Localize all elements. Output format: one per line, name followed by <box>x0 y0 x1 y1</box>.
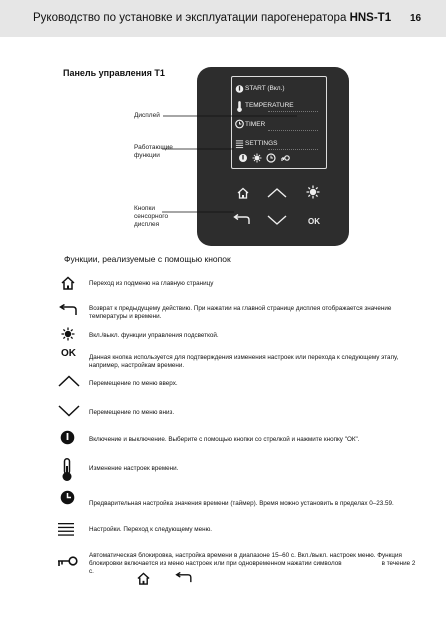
back-icon <box>59 304 77 316</box>
screen-item-temperature: TEMPERATURE <box>245 102 294 109</box>
home-icon <box>137 572 150 585</box>
thermometer-icon <box>61 458 73 482</box>
functions-section-title: Функции, реализуемые с помощью кнопок <box>64 254 231 264</box>
function-desc-ok: Данная кнопка используется для подтверждения изменения настроек или перехода к следующему этапу, например, настройкам времени. <box>89 354 399 369</box>
back-icon <box>175 572 192 583</box>
screen-item-settings: SETTINGS <box>245 140 278 147</box>
function-desc-up: Перемещение по меню вверх. <box>89 380 178 387</box>
up-icon <box>58 375 80 387</box>
menu-icon <box>58 523 74 536</box>
ok-icon: OK <box>61 348 76 359</box>
function-desc-down: Перемещение по меню вниз. <box>89 409 175 416</box>
screen-item-start: START (Вкл.) <box>245 85 285 92</box>
power-icon <box>60 430 75 445</box>
clock-icon <box>60 490 75 505</box>
function-desc-timer: Предварительная настройка значения времени (таймер). Время можно установить в пределах 0–23.59. <box>89 500 394 507</box>
function-desc-power: Включение и выключение. Выберите с помощью кнопки со стрелкой и нажмите кнопку "ОК". <box>89 436 360 443</box>
home-icon <box>61 276 75 290</box>
document-title: Руководство по установке и эксплуатации парогенератора HNS-T1 <box>33 12 392 24</box>
ok-button[interactable]: OK <box>308 217 320 226</box>
callout-working-functions: Работающие функции <box>134 144 173 159</box>
function-desc-temperature: Изменение настроек времени. <box>89 465 179 472</box>
page-number: 16 <box>410 13 422 24</box>
light-icon <box>61 327 75 341</box>
function-desc-lock-suffix: в течение 2 с. <box>89 560 416 575</box>
down-icon <box>58 405 80 417</box>
callout-touch-buttons: Кнопки сенсорного дисплея <box>134 205 169 228</box>
callout-display: Дисплей <box>134 112 160 119</box>
panel-section-title: Панель управления T1 <box>63 68 165 78</box>
key-icon <box>57 555 79 567</box>
function-desc-light: Вкл./выкл. функции управления подсветкой. <box>89 332 219 339</box>
screen-item-timer: TIMER <box>245 121 266 128</box>
function-desc-home: Переход из подменю на главную страницу <box>89 280 214 287</box>
function-desc-settings: Настройки. Переход к следующему меню. <box>89 526 213 533</box>
function-desc-back: Возврат к предыдущему действию. При нажатии на главной странице дисплея отображается значение температуры и времени. <box>89 305 392 320</box>
function-desc-lock-text: Автоматическая блокировка, настройка времени в диапазоне 15–60 с. Вкл./выкл. настроек меню. Функция блокировки включается из меню настроек или при одновременном нажатии символов <box>89 552 402 567</box>
